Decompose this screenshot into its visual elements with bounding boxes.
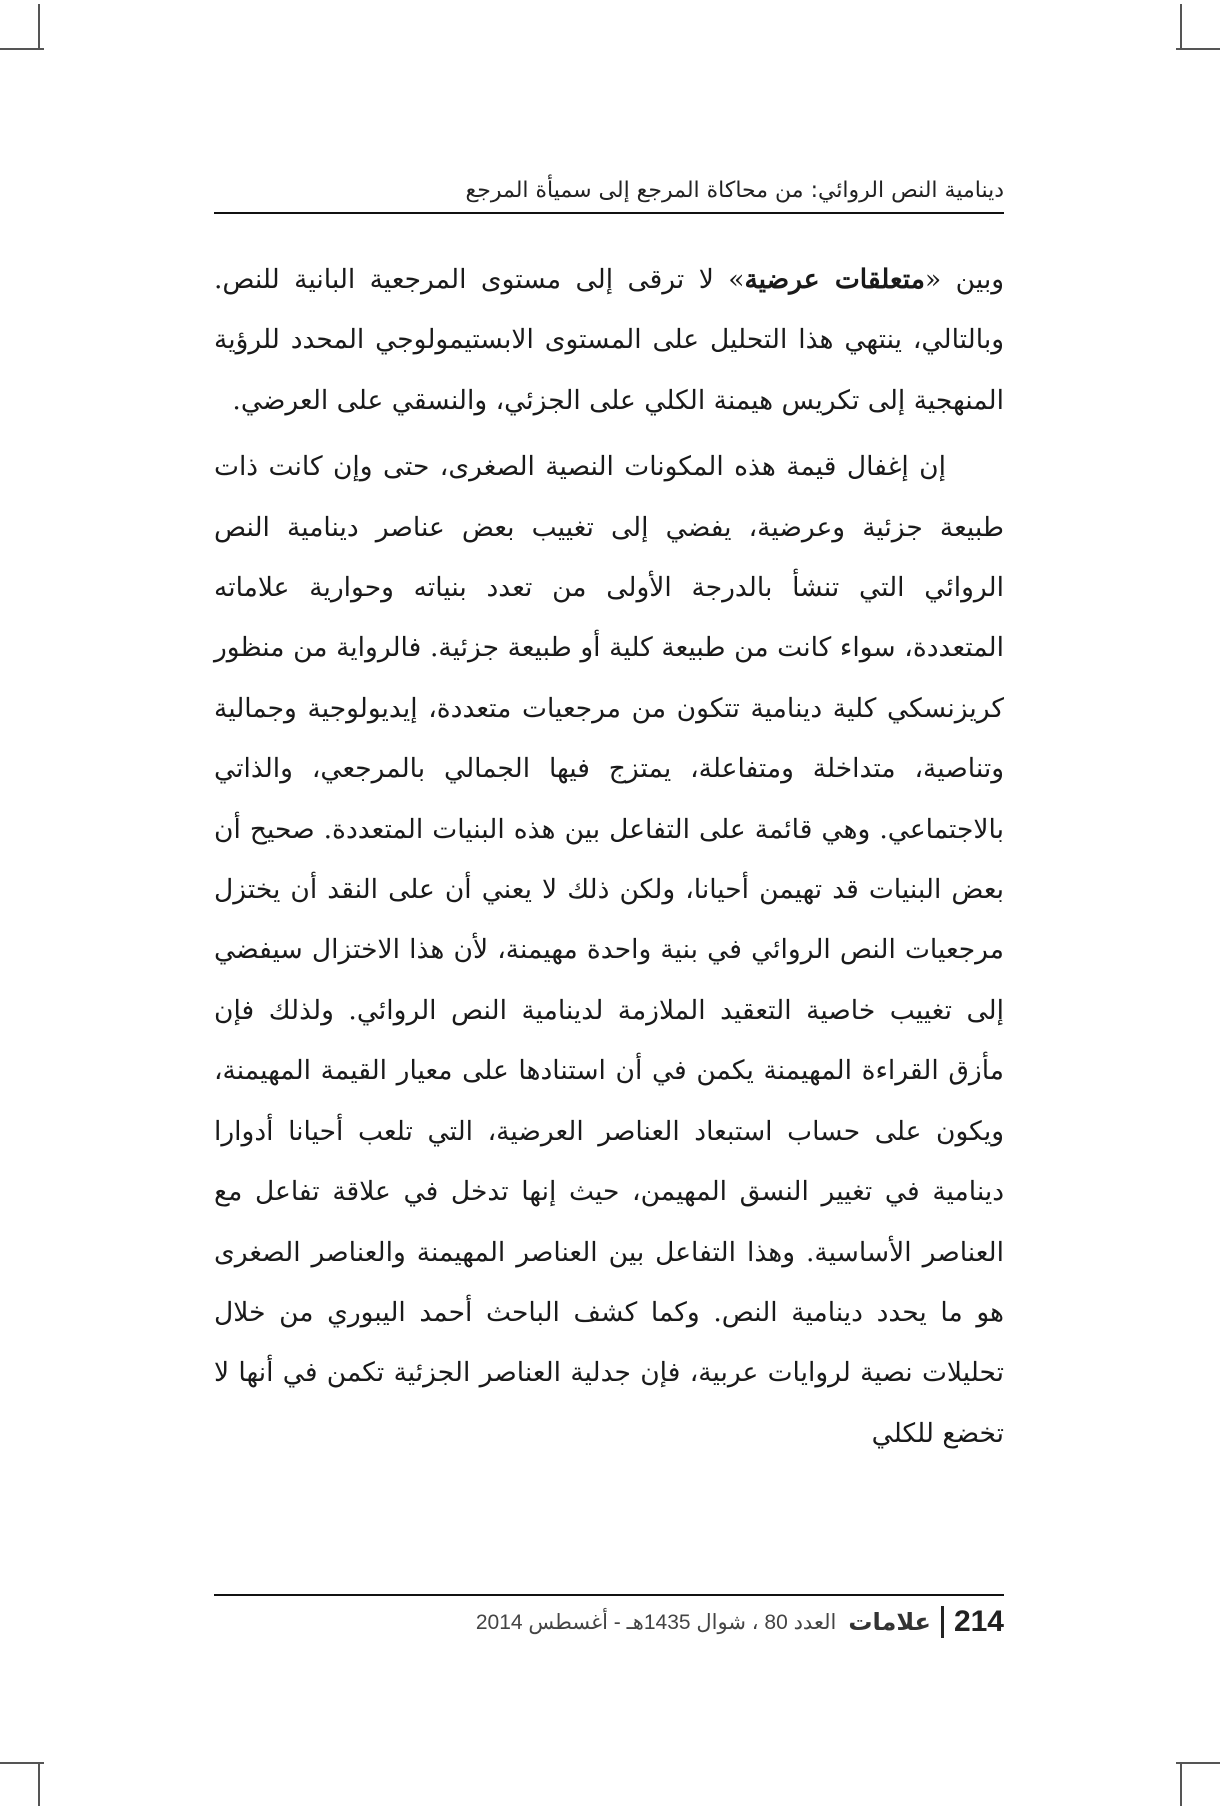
crop-mark: [0, 1762, 44, 1764]
journal-logo: علامات: [848, 1608, 931, 1636]
crop-mark: [1180, 1762, 1182, 1806]
issue-info: العدد 80 ، شوال 1435هـ - أغسطس 2014: [475, 1610, 837, 1634]
crop-mark: [1176, 48, 1220, 50]
footer-separator: [941, 1606, 944, 1638]
crop-mark: [1176, 1762, 1220, 1764]
paragraph: وبين «متعلقات عرضية» لا ترقى إلى مستوى المرجعية البانية للنص. وبالتالي، ينتهي هذا التحليل على المستوى الابستيمولوجي المحدد للرؤية المنهجية إلى تكريس هيمنة الكلي على الجزئي، والنسقي على العرضي.: [214, 264, 1005, 416]
page-footer: [214, 1598, 1004, 1646]
body-text: [214, 250, 1004, 1464]
crop-mark: [0, 48, 44, 50]
crop-mark: [38, 1762, 40, 1806]
running-head: دينامية النص الروائي: من محاكاة المرجع إلى سميأة المرجع: [465, 178, 1004, 203]
bold-term: متعلقات عرضية: [744, 264, 926, 295]
crop-mark: [38, 4, 40, 48]
header-rule: [214, 212, 1004, 214]
page-number: 214: [953, 1605, 1004, 1638]
paragraph: إن إغفال قيمة هذه المكونات النصية الصغرى، حتى وإن كانت ذات طبيعة جزئية وعرضية، يفضي إلى تغييب بعض عناصر دينامية النص الروائي التي تنشأ بالدرجة الأولى من تعدد بنياته وحوارية علاماته المتعددة، سواء كانت من طبيعة كلية أو طبيعة جزئية. فالرواية من منظور كريزنسكي كلية دينامية تتكون من مرجعيات متعددة، إيديولوجية وجمالية وتناصية، متداخلة ومتفاعلة، يمتزج فيها الجمالي بالمرجعي، والذاتي بالاجتماعي. وهي قائمة على التفاعل بين هذه البنيات المتعددة. صحيح أن بعض البنيات قد تهيمن أحيانا، ولكن ذلك لا يعني أن على النقد أن يختزل مرجعيات النص الروائي في بنية واحدة مهيمنة، لأن هذا الاختزال سيفضي إلى تغييب خاصية التعقيد الملازمة لدينامية النص الروائي. ولذلك فإن مأزق القراءة المهيمنة يكمن في أن استنادها على معيار القيمة المهيمنة، ويكون على حساب استبعاد العناصر العرضية، التي تلعب أحيانا أدوارا دينامية في تغيير النسق المهيمن، حيث إنها تدخل في علاقة تفاعل مع العناصر الأساسية. وهذا التفاعل بين العناصر المهيمنة والعناصر الصغرى هو ما يحدد دينامية النص. وكما كشف الباحث أحمد اليبوري من خلال تحليلات نصية لروايات عربية، فإن جدلية العناصر الجزئية تكمن في أنها لا تخضع للكلي: [214, 451, 1004, 1449]
footer-rule: [214, 1594, 1004, 1596]
crop-mark: [1180, 4, 1182, 48]
